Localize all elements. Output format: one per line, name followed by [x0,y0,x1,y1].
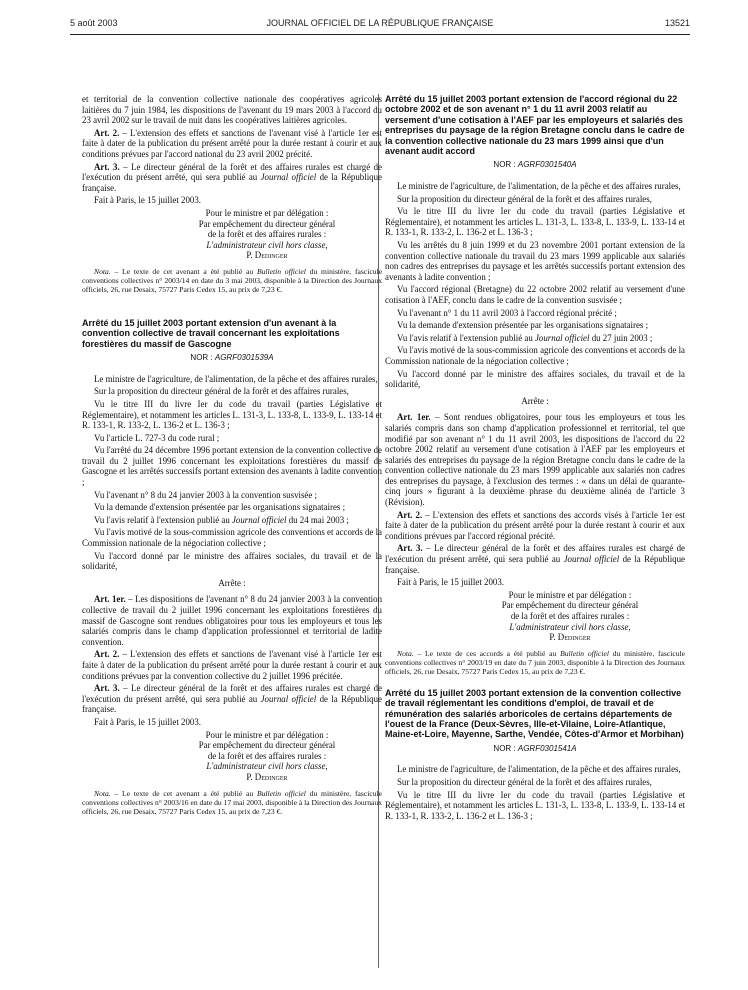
paragraph: Vu l'avis relatif à l'extension publié au Journal officiel du 24 mai 2003 ; [94,514,349,525]
right-column [385,94,685,823]
decree-title: Arrêté du 15 juillet 2003 portant extension de la convention collective de travail réglementant les conditions d'emploi, de travail et de rémunération des salariés arboricoles de certains départements de l'ouest de la France (Deux-Sèvres, Ille-et-Vilaine, Loire-Atlantique, Maine-et-Loire, Mayenne, Sarthe, Vendée, Côtes-d'Armor et Morbihan) [385,687,684,740]
paragraph: Sur la proposition du directeur général de la forêt et des affaires rurales, [94,386,349,397]
signature-block: Pour le ministre et par délégation : Par empêchement du directeur général de la forêt et des affaires rurales : L'administrateur civil hors classe, P. Dedinger [501,589,639,643]
paragraph: Vu le titre III du livre Ier du code du travail (parties Législative et Réglementaire), et notamment les articles L. 131-3, L. 133-8, L. 133-9, L. 133-14 et R. 133-1, R. 133-2, L. 136-2 et L. 136-3 ; [82,398,382,431]
paragraph: Vu les arrêtés du 8 juin 1999 et du 23 novembre 2001 portant extension de la convention collective nationale du travail du 23 mars 1999 applicable aux salariés non cadres des entreprises du paysage et les arrêtés successifs portant extension des avenants à ladite convention ; [385,240,685,282]
left-column [82,94,382,816]
fait-a-paris: Fait à Paris, le 15 juillet 2003. [94,716,201,727]
article-3: Art. 3. – Le directeur général de la forêt et des affaires rurales est chargé de l'exécution du présent arrêté, qui sera publié au Journal officiel de la République française. [82,161,382,193]
header-journal-title: JOURNAL OFFICIEL DE LA RÉPUBLIQUE FRANÇAISE [266,18,494,28]
article-2: Art. 2. – L'extension des effets et sanctions de l'avenant visé à l'article 1er est faite à dater de la publication du présent arrêté pour la durée restant à courir et aux conditions prévues par la convention collective du 2 juillet 1996 précitée. [82,649,382,681]
paragraph: Vu l'avis relatif à l'extension publié au Journal officiel du 27 juin 2003 ; [397,332,653,343]
arrete-heading: Arrête : [218,577,246,588]
signature-block: Pour le ministre et par délégation : Par empêchement du directeur général de la forêt et des affaires rurales : L'administrateur civil hors classe, P. Dedinger [198,729,336,782]
paragraph: Vu la demande d'extension présentée par les organisations signataires ; [397,320,649,331]
signature-block: Pour le ministre et par délégation : Par empêchement du directeur général de la forêt et des affaires rurales : L'administrateur civil hors classe, P. Dedinger [198,207,336,261]
paragraph: Le ministre de l'agriculture, de l'alimentation, de la pêche et des affaires rurales, [94,373,378,384]
page-header [70,18,690,32]
decree-title: Arrêté du 15 juillet 2003 portant extension d'un avenant à la convention collective de travail concernant les exploitations forestières du massif de Gascogne [82,317,340,349]
article-2: Art. 2. – L'extension des effets et sanctions des accords visés à l'article 1er est faite à dater de la publication du présent arrêté pour la durée restant à courir et aux conditions prévues par l'accord régional précité. [385,509,685,541]
paragraph: Sur la proposition du directeur général de la forêt et des affaires rurales, [397,777,652,787]
paragraph: Vu le titre III du livre Ier du code du travail (parties Législative et Réglementaire), et notamment les articles L. 131-3, L. 133-8, L. 133-9, L. 133-14 et R. 133-1, R. 133-2, L. 136-2 et L. 136-3 ; [385,789,685,821]
article-2: Art. 2. – L'extension des effets et sanctions de l'avenant visé à l'article 1er est faite à dater de la publication du présent arrêté pour la durée restant à courir et aux conditions prévues par l'accord national du 23 avril 2002 précité. [82,127,382,159]
nor-reference: NOR : AGRF0301540A [493,160,577,170]
paragraph: Vu l'avis motivé de la sous-commission agricole des conventions et accords de la Commission nationale de la négociation collective ; [82,527,382,549]
paragraph: Vu l'article L. 727-3 du code rural ; [94,432,220,443]
paragraph: Vu l'accord donné par le ministre des affaires sociales, du travail et de la solidarité, [82,550,382,572]
fait-a-paris: Fait à Paris, le 15 juillet 2003. [397,577,504,588]
fait-a-paris: Fait à Paris, le 15 juillet 2003. [94,195,201,206]
nota: Nota. – Le texte de ces accords a été publié au Bulletin officiel du ministère, fascicule conventions collectives n° 2003/19 en date du 7 juin 2003, disponible à la Direction des Journaux officiels, 26, rue Desaix, 75727 Paris Cedex 15, au prix de 7,23 €. [385,648,685,676]
article-3: Art. 3. – Le directeur général de la forêt et des affaires rurales est chargé de l'exécution du présent arrêté, qui sera publié au Journal officiel de la République française. [385,543,685,575]
paragraph: Le ministre de l'agriculture, de l'alimentation, de la pêche et des affaires rurales, [397,181,681,192]
paragraph: Le ministre de l'agriculture, de l'alimentation, de la pêche et des affaires rurales, [397,764,681,775]
paragraph: Vu l'avenant n° 8 du 24 janvier 2003 à la convention susvisée ; [94,489,317,500]
paragraph: Vu l'avis motivé de la sous-commission agricole des conventions et accords de la Commission nationale de la négociation collective ; [385,345,685,366]
article-1: Art. 1er. – Les dispositions de l'avenant n° 8 du 24 janvier 2003 à la convention collective de travail du 2 juillet 1996 concernant les exploitations forestières du massif de Gascogne sont rendues obligatoires pour tous les employeurs et tous les salariés compris dans le champ d'application professionnel et territorial de ladite convention. [82,594,383,647]
nor-reference: NOR : AGRF0301541A [493,743,577,753]
arrete-heading: Arrête : [521,395,549,406]
nota: Nota. – Le texte de cet avenant a été publié au Bulletin officiel du ministère, fascicule conventions collectives n° 2003/14 en date du 3 mai 2003, disponible à la Direction des Journaux officiels, 26, rue Desaix, 75727 Paris Cedex 15, au prix de 7,23 €. [82,266,382,294]
nota: Nota. – Le texte de cet avenant a été publié au Bulletin officiel du ministère, fascicule conventions collectives n° 2003/16 en date du 17 mai 2003, disponible à la Direction des Journaux officiels, 26, rue Desaix, 75727 Paris Cedex 15, au prix de 7,23 €. [82,788,382,816]
paragraph: et territorial de la convention collective nationale des coopératives agricoles laitières du 7 juin 1984, les dispositions de l'avenant du 19 mars 2003 à l'accord du 23 avril 2002 sur le travail de nuit dans les coopératives laitières agricoles. [82,94,382,126]
paragraph: Vu le titre III du livre Ier du code du travail (parties Législative et Réglementaire), et notamment les articles L. 131-3, L. 133-8, L. 133-9, L. 133-14 et R. 133-1, R. 133-2, L. 136-2 et L. 136-3 ; [385,206,685,238]
decree-title: Arrêté du 15 juillet 2003 portant extension de l'accord régional du 22 octobre 2002 et de son avenant n° 1 du 11 avril 2003 relatif au versement d'une cotisation à l'AEF par les employeurs et salariés des entreprises du paysage de la région Bretagne conclu dans le cadre de la convention collective nationale du 23 mars 1999 ainsi que d'un avenant audit accord [385,94,685,157]
paragraph: Sur la proposition du directeur général de la forêt et des affaires rurales, [397,193,652,204]
header-page-number: 13521 [664,18,690,28]
header-rule [70,34,690,35]
paragraph: Vu l'accord donné par le ministre des affaires sociales, du travail et de la solidarité, [385,368,685,390]
paragraph: Vu l'accord régional (Bretagne) du 22 octobre 2002 relatif au versement d'une cotisation à l'AEF, conclu dans le cadre de la convention susvisée ; [385,284,685,305]
paragraph: Vu l'avenant n° 1 du 11 avril 2003 à l'accord régional précité ; [397,307,617,318]
article-3: Art. 3. – Le directeur général de la forêt et des affaires rurales est chargé de l'exécution du présent arrêté, qui sera publié au Journal officiel de la République française. [82,683,382,715]
nor-reference: NOR : AGRF0301539A [190,353,274,363]
article-1: Art. 1er. – Sont rendues obligatoires, pour tous les employeurs et tous les salariés compris dans son champ d'application professionnel et territorial, tel que modifié par son avenant n° 1 du 11 avril 2003, les dispositions de l'accord du 22 octobre 2002 relatif au versement d'une cotisation à l'AEF par les employeurs et salariés des entreprises du paysage de la région Bretagne conclu dans le cadre de la convention collective nationale du 23 mars 1999 applicable aux salariés non cadres des entreprises du paysage, à l'exclusion des termes : « dans un délai de quarante-cinq jours » figurant à la deuxième phrase du deuxième alinéa de l'article 3 (Révision). [385,412,685,508]
header-date: 5 août 2003 [70,18,118,28]
paragraph: Vu l'arrêté du 24 décembre 1996 portant extension de la convention collective de travail du 2 juillet 1996 concernant les exploitations forestières du massif de Gascogne et les arrêtés successifs portant extension des avenants à ladite convention ; [82,445,382,488]
paragraph: Vu la demande d'extension présentée par les organisations signataires ; [94,502,346,513]
